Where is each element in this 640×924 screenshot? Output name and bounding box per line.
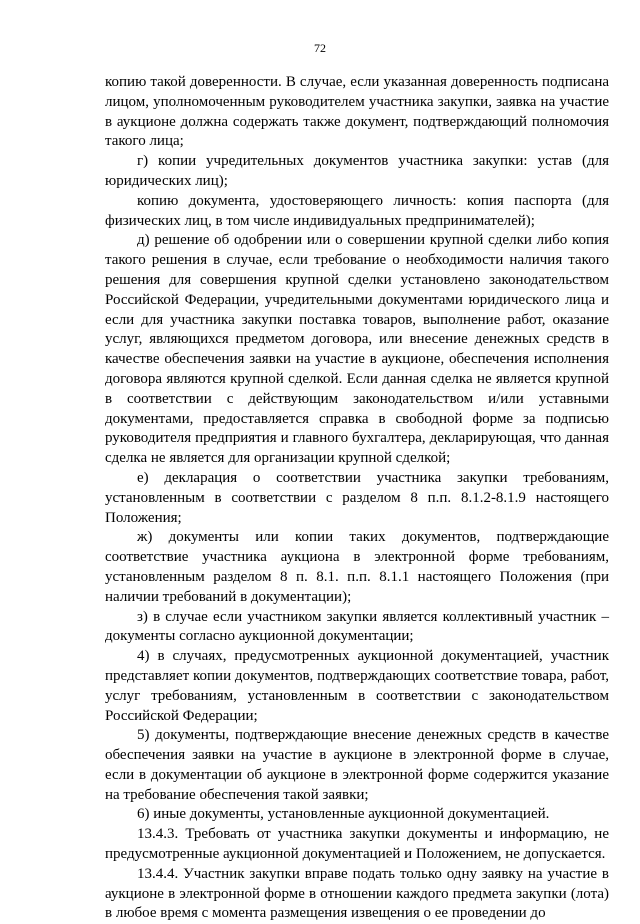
paragraph-13-4-3: 13.4.3. Требовать от участника закупки документы и информацию, не предусмотренные аукционной документацией и Положением, не допускается. <box>105 826 609 863</box>
paragraph-item-4: 4) в случаях, предусмотренных аукционной документацией, участник представляет копии документов, подтверждающих соответствие товара, работ, услуг требованиям, установленным в соответствии с законодательством Российской Федерации; <box>105 648 609 724</box>
paragraph-13-4-4: 13.4.4. Участник закупки вправе подать только одну заявку на участие в аукционе в электронной форме в отношении каждого предмета закупки (лота) в любое время с момента размещения извещения о ее проведении до <box>105 865 609 922</box>
paragraph-item-zh: ж) документы или копии таких документов, подтверждающие соответствие участника аукциона в электронной форме требованиям, установленным разделом 8 п. 8.1. п.п. 8.1.1 настоящего Положения (при наличии требований в документации); <box>105 529 609 605</box>
paragraph-item-6: 6) иные документы, установленные аукционной документацией. <box>137 806 550 823</box>
paragraph-item-5: 5) документы, подтверждающие внесение денежных средств в качестве обеспечения заявки на участие в аукционе в электронной форме в случае, если в документации об аукционе в электронной форме содержится указание на требование обеспечения такой заявки; <box>105 727 609 803</box>
paragraph-item-g: г) копии учредительных документов участника закупки: устав (для юридических лиц); <box>105 153 609 189</box>
document-body <box>105 73 609 924</box>
paragraph-item-z: з) в случае если участником закупки является коллективный участник – документы согласно аукционной документации; <box>105 608 609 645</box>
paragraph-power-of-attorney: копию такой доверенности. В случае, если указанная доверенность подписана лицом, уполномоченным руководителем участника закупки, заявка на участие в аукционе должна содержать также документ, подтверждающий полномочия такого лица; <box>105 74 609 150</box>
paragraph-identity-document: копию документа, удостоверяющего личность: копия паспорта (для физических лиц, в том числе индивидуальных предпринимателей); <box>105 192 609 229</box>
page-number: 72 <box>314 41 326 55</box>
paragraph-item-e: е) декларация о соответствии участника закупки требованиям, установленным в соответствии с разделом 8 п.п. 8.1.2-8.1.9 настоящего Положения; <box>105 469 609 526</box>
paragraph-item-d: д) решение об одобрении или о совершении крупной сделки либо копия такого решения в случае, если требование о необходимости наличия такого решения для совершения крупной сделки установлено законодательством Российской Федерации, учредительными документами юридического лица и если для участника закупки поставка товаров, выполнение работ, оказание услуг, являющихся предметом договора, или внесение денежных средств в качестве обеспечения заявки на участие в аукционе, обеспечения исполнения договора являются крупной сделкой. Если данная сделка не является крупной в соответствии с действующим законодательством и/или уставными документами, предоставляется справка в свободной форме за подписью руководителя предприятия и главного бухгалтера, декларирующая, что данная сделка не является для организации крупной сделкой; <box>105 232 609 467</box>
